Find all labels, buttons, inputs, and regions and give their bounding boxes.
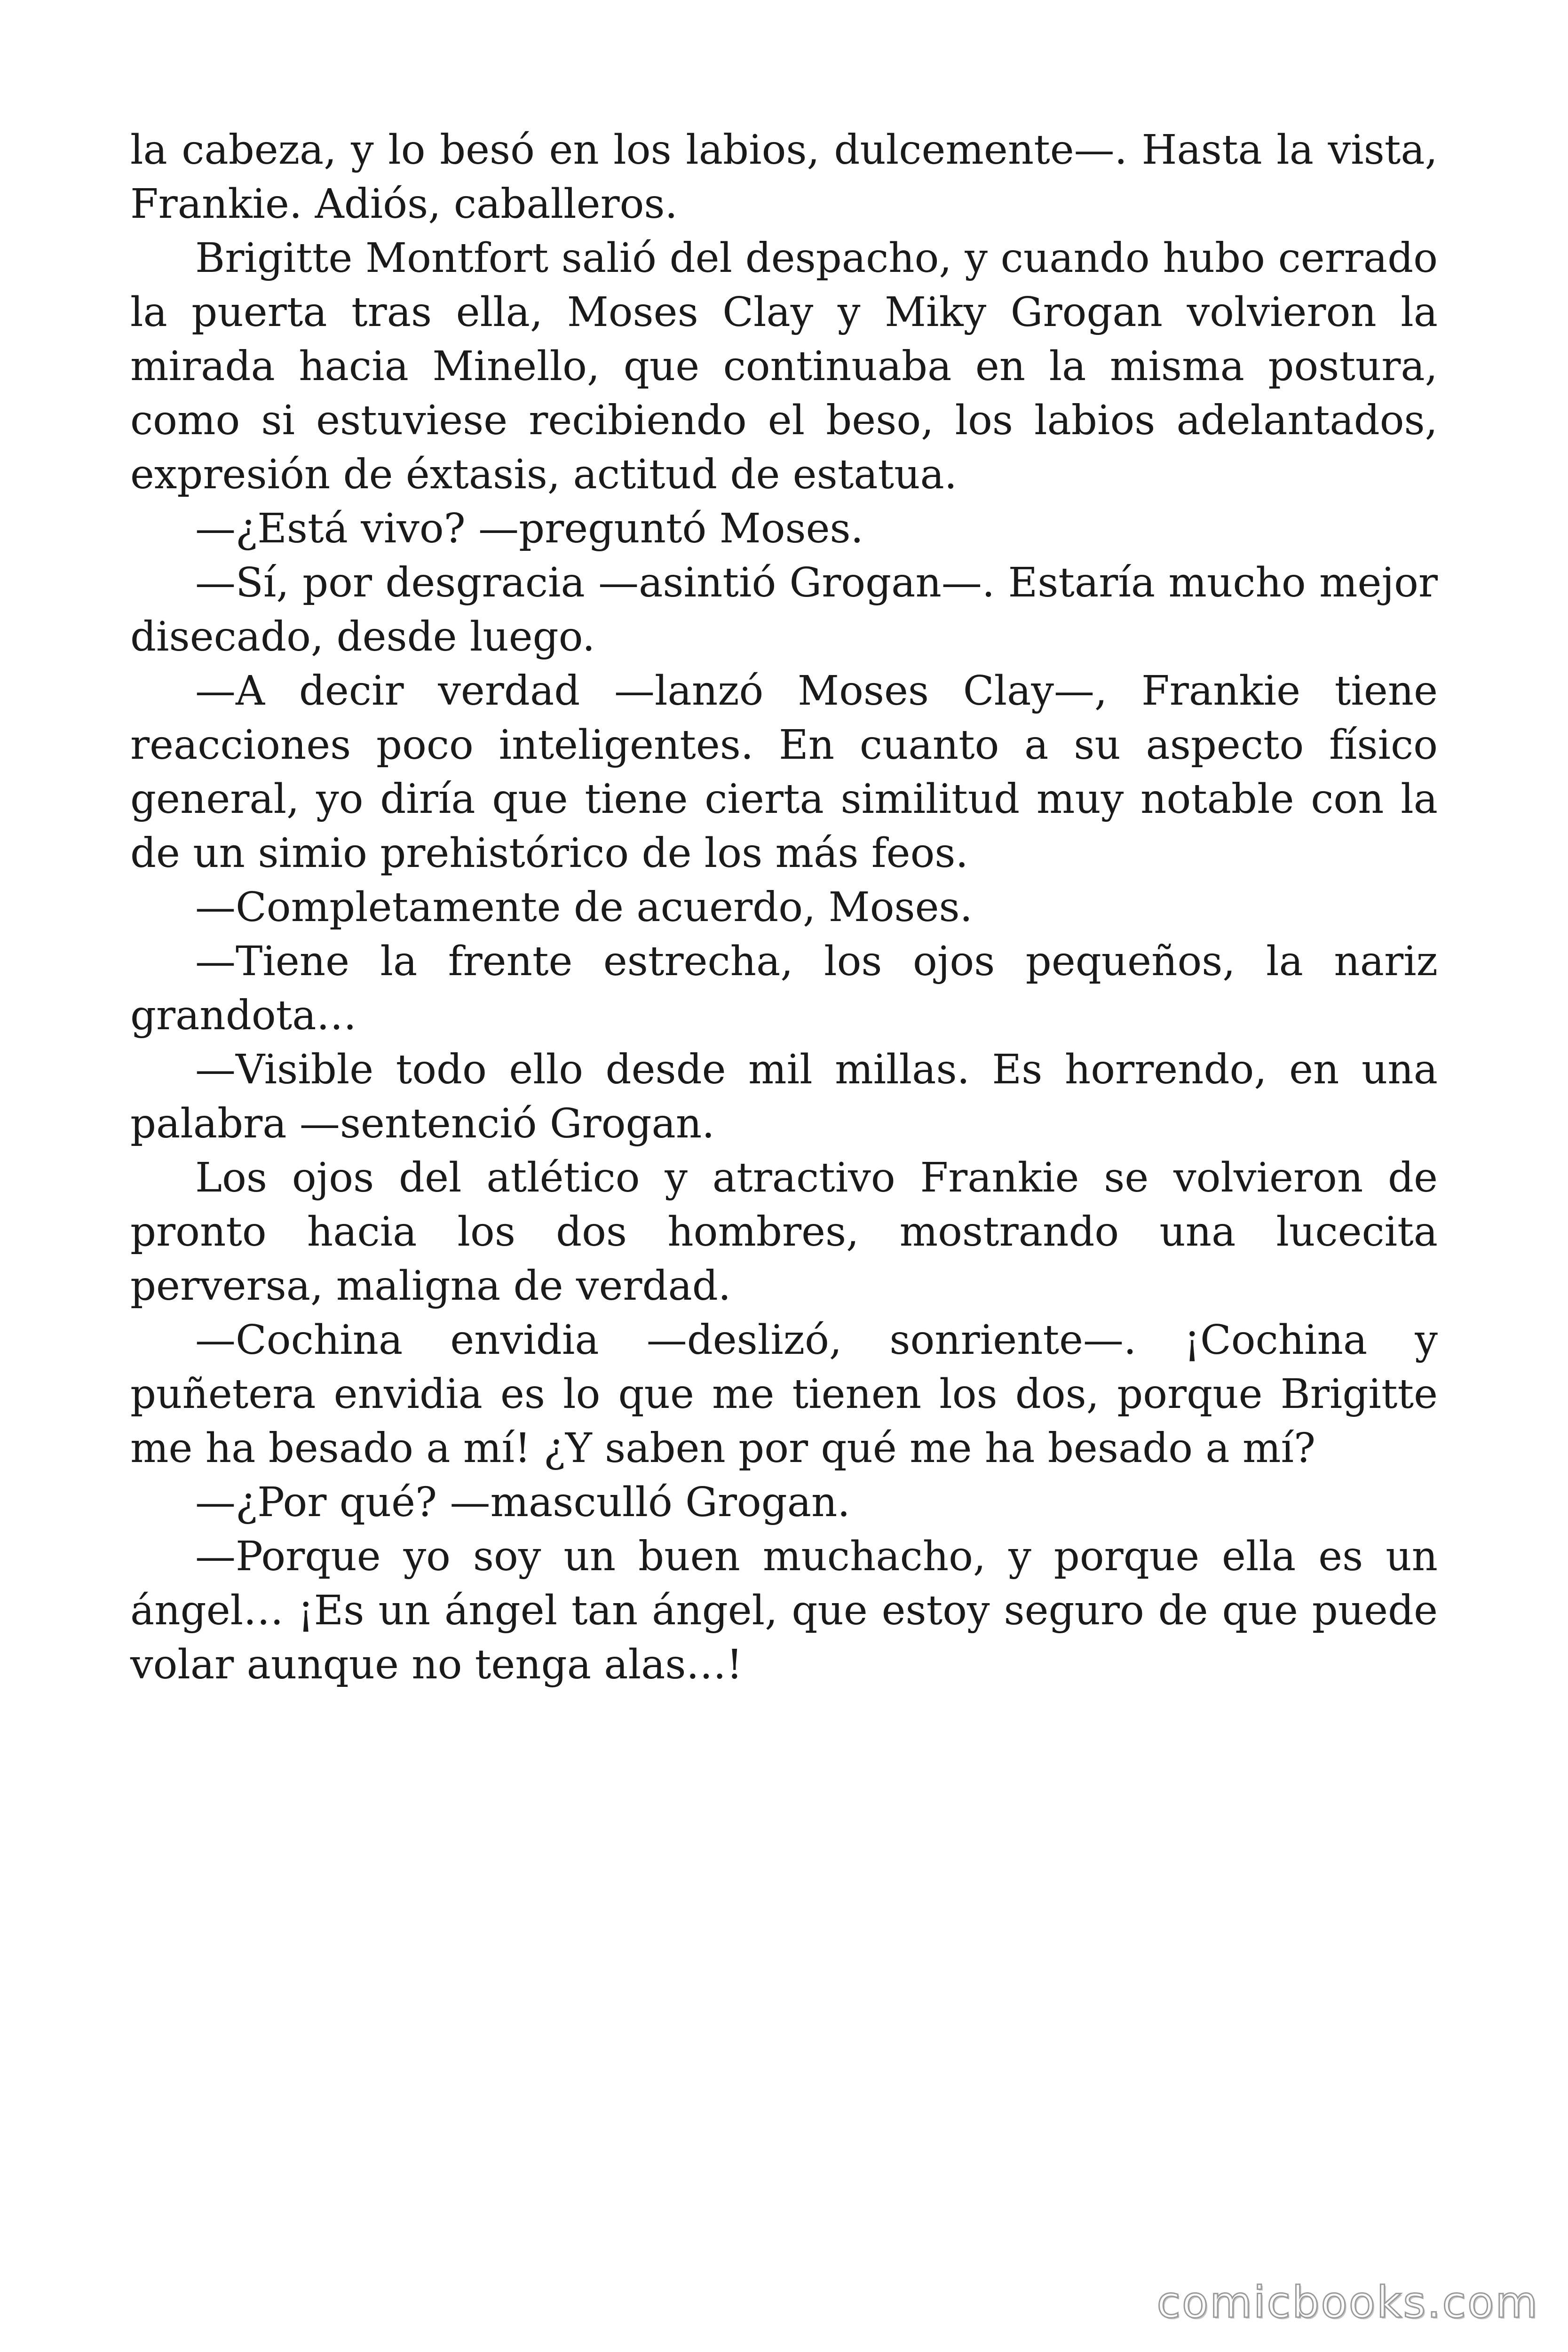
- paragraph: —¿Está vivo? —preguntó Moses.: [195, 505, 863, 552]
- watermark: comicbooks.com: [1156, 2277, 1539, 2328]
- paragraph-continuation: la cabeza, y lo besó en los labios, dulcemente—. Hasta la vista, Frankie. Adiós, caballeros.: [130, 127, 1438, 228]
- paragraph: —Porque yo soy un buen muchacho, y porque ella es un ángel… ¡Es un ángel tan ángel, que estoy seguro de que puede volar aunque no tenga alas…!: [130, 1533, 1438, 1688]
- paragraph: —¿Por qué? —masculló Grogan.: [195, 1479, 850, 1526]
- paragraph: —Sí, por desgracia —asintió Grogan—. Estaría mucho mejor disecado, desde luego.: [130, 559, 1438, 660]
- paragraph: —A decir verdad —lanzó Moses Clay—, Frankie tiene reacciones poco inteligentes. En cuanto a su aspecto físico general, yo diría que tiene cierta similitud muy notable con la de un simio prehistórico de los más feos.: [130, 667, 1438, 877]
- paragraph: Los ojos del atlético y atractivo Frankie se volvieron de pronto hacia los dos hombres, mostrando una lucecita perversa, maligna de verdad.: [130, 1154, 1438, 1310]
- paragraph: Brigitte Montfort salió del despacho, y cuando hubo cerrado la puerta tras ella, Moses Clay y Miky Grogan volvieron la mirada hacia Minello, que continuaba en la misma postura, como si estuviese recibiendo el beso, los labios adelantados, expresión de éxtasis, actitud de estatua.: [130, 235, 1438, 498]
- paragraph: —Completamente de acuerdo, Moses.: [195, 884, 973, 931]
- paragraph: —Cochina envidia —deslizó, sonriente—. ¡Cochina y puñetera envidia es lo que me tienen los dos, porque Brigitte me ha besado a mí! ¿Y saben por qué me ha besado a mí?: [130, 1317, 1438, 1472]
- paragraph: —Tiene la frente estrecha, los ojos pequeños, la nariz grandota…: [130, 938, 1438, 1039]
- paragraph: —Visible todo ello desde mil millas. Es horrendo, en una palabra —sentenció Grogan.: [130, 1046, 1438, 1147]
- page-body: [130, 123, 1438, 1692]
